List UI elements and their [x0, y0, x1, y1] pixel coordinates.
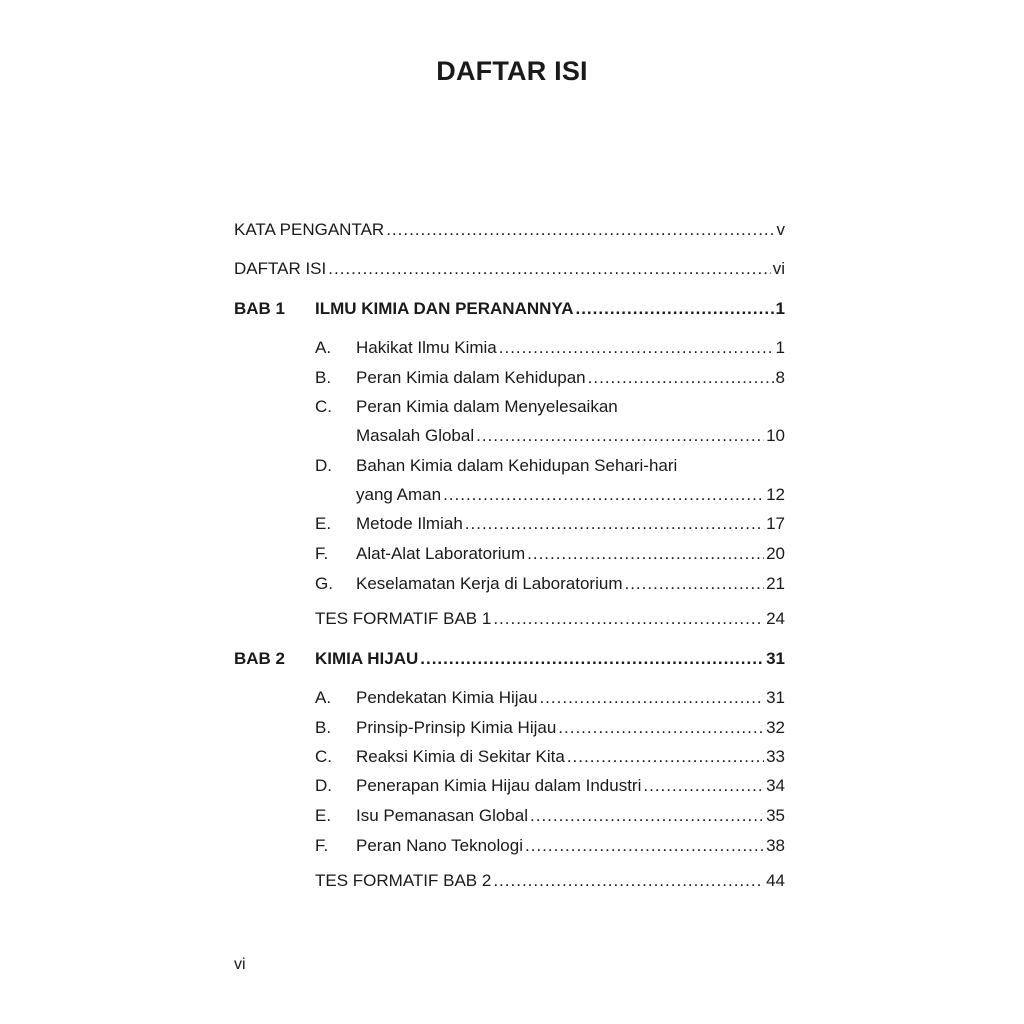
section-letter: B. — [315, 368, 332, 387]
section-entry — [356, 806, 785, 826]
section-label: Isu Pemanasan Global — [356, 806, 528, 825]
dot-leader — [558, 718, 764, 738]
section-letter: G. — [315, 574, 333, 593]
section-letter: C. — [315, 747, 332, 766]
section-letter: A. — [315, 338, 332, 357]
section-label-line: Bahan Kimia dalam Kehidupan Sehari-hari — [356, 456, 678, 475]
section-entry — [356, 514, 785, 534]
chapter-page: 1 — [775, 299, 785, 318]
section-entry — [356, 485, 785, 505]
section-label: Pendekatan Kimia Hijau — [356, 688, 538, 707]
dot-leader — [588, 368, 774, 388]
section-page: 12 — [766, 485, 785, 504]
section-page: 38 — [766, 836, 785, 855]
chapter-number: BAB 2 — [234, 649, 286, 668]
toc-entry-daftar-isi — [234, 259, 785, 279]
chapter-page: 31 — [766, 649, 785, 668]
dot-leader — [493, 609, 764, 629]
section-label: Prinsip-Prinsip Kimia Hijau — [356, 718, 557, 737]
section-letter: D. — [315, 776, 332, 795]
section-letter: B. — [315, 718, 332, 737]
section-page: 10 — [766, 426, 785, 445]
section-entry — [356, 368, 785, 388]
section-label: Peran Nano Teknologi — [356, 836, 523, 855]
chapter-title-entry — [315, 649, 785, 669]
dot-leader — [328, 259, 770, 279]
toc-entry-page: v — [776, 220, 785, 239]
section-entry — [356, 688, 785, 708]
dot-leader — [527, 544, 764, 564]
section-page: 20 — [766, 544, 785, 563]
dot-leader — [575, 299, 773, 319]
section-page: 34 — [766, 776, 785, 795]
toc-entry-kata-pengantar — [234, 220, 785, 240]
chapter-number: BAB 1 — [234, 299, 286, 318]
dot-leader — [525, 836, 764, 856]
section-entry — [356, 574, 785, 594]
section-letter: D. — [315, 456, 332, 475]
section-label: Alat-Alat Laboratorium — [356, 544, 526, 563]
chapter-title: KIMIA HIJAU — [315, 649, 419, 668]
test-label: TES FORMATIF BAB 2 — [315, 871, 492, 890]
dot-leader — [567, 747, 764, 767]
section-entry — [356, 338, 785, 358]
section-entry — [356, 544, 785, 564]
dot-leader — [643, 776, 764, 796]
page-title: DAFTAR ISI — [436, 56, 588, 86]
section-label: yang Aman — [356, 485, 442, 504]
dot-leader — [420, 649, 764, 669]
section-label-line: Peran Kimia dalam Menyelesaikan — [356, 397, 618, 416]
section-label: Keselamatan Kerja di Laboratorium — [356, 574, 623, 593]
section-entry — [356, 776, 785, 796]
dot-leader — [465, 514, 764, 534]
chapter-title-entry — [315, 299, 785, 319]
section-label: Peran Kimia dalam Kehidupan — [356, 368, 586, 387]
section-letter: A. — [315, 688, 332, 707]
section-entry — [356, 836, 785, 856]
section-page: 17 — [766, 514, 785, 533]
dot-leader — [539, 688, 764, 708]
test-entry — [315, 871, 785, 891]
section-letter: E. — [315, 514, 332, 533]
dot-leader — [476, 426, 764, 446]
dot-leader — [624, 574, 764, 594]
section-page: 31 — [766, 688, 785, 707]
section-letter: E. — [315, 806, 332, 825]
section-letter: F. — [315, 544, 329, 563]
section-page: 21 — [766, 574, 785, 593]
toc-entry-label: KATA PENGANTAR — [234, 220, 385, 239]
section-label: Masalah Global — [356, 426, 475, 445]
section-label: Penerapan Kimia Hijau dalam Industri — [356, 776, 642, 795]
section-page: 35 — [766, 806, 785, 825]
section-entry — [356, 747, 785, 767]
section-letter: C. — [315, 397, 332, 416]
section-label: Hakikat Ilmu Kimia — [356, 338, 497, 357]
toc-entry-page: vi — [772, 259, 785, 278]
toc-entry-label: DAFTAR ISI — [234, 259, 327, 278]
section-letter: F. — [315, 836, 329, 855]
section-entry — [356, 426, 785, 446]
section-page: 33 — [766, 747, 785, 766]
section-entry — [356, 718, 785, 738]
test-page: 44 — [766, 871, 785, 890]
section-page: 8 — [775, 368, 785, 387]
section-label: Metode Ilmiah — [356, 514, 463, 533]
chapter-title: ILMU KIMIA DAN PERANANNYA — [315, 299, 574, 318]
page-number: vi — [234, 956, 246, 973]
test-page: 24 — [766, 609, 785, 628]
section-page: 32 — [766, 718, 785, 737]
dot-leader — [386, 220, 774, 240]
dot-leader — [499, 338, 774, 358]
dot-leader — [493, 871, 764, 891]
section-label: Reaksi Kimia di Sekitar Kita — [356, 747, 565, 766]
test-label: TES FORMATIF BAB 1 — [315, 609, 492, 628]
test-entry — [315, 609, 785, 629]
dot-leader — [443, 485, 764, 505]
section-page: 1 — [775, 338, 785, 357]
dot-leader — [530, 806, 764, 826]
